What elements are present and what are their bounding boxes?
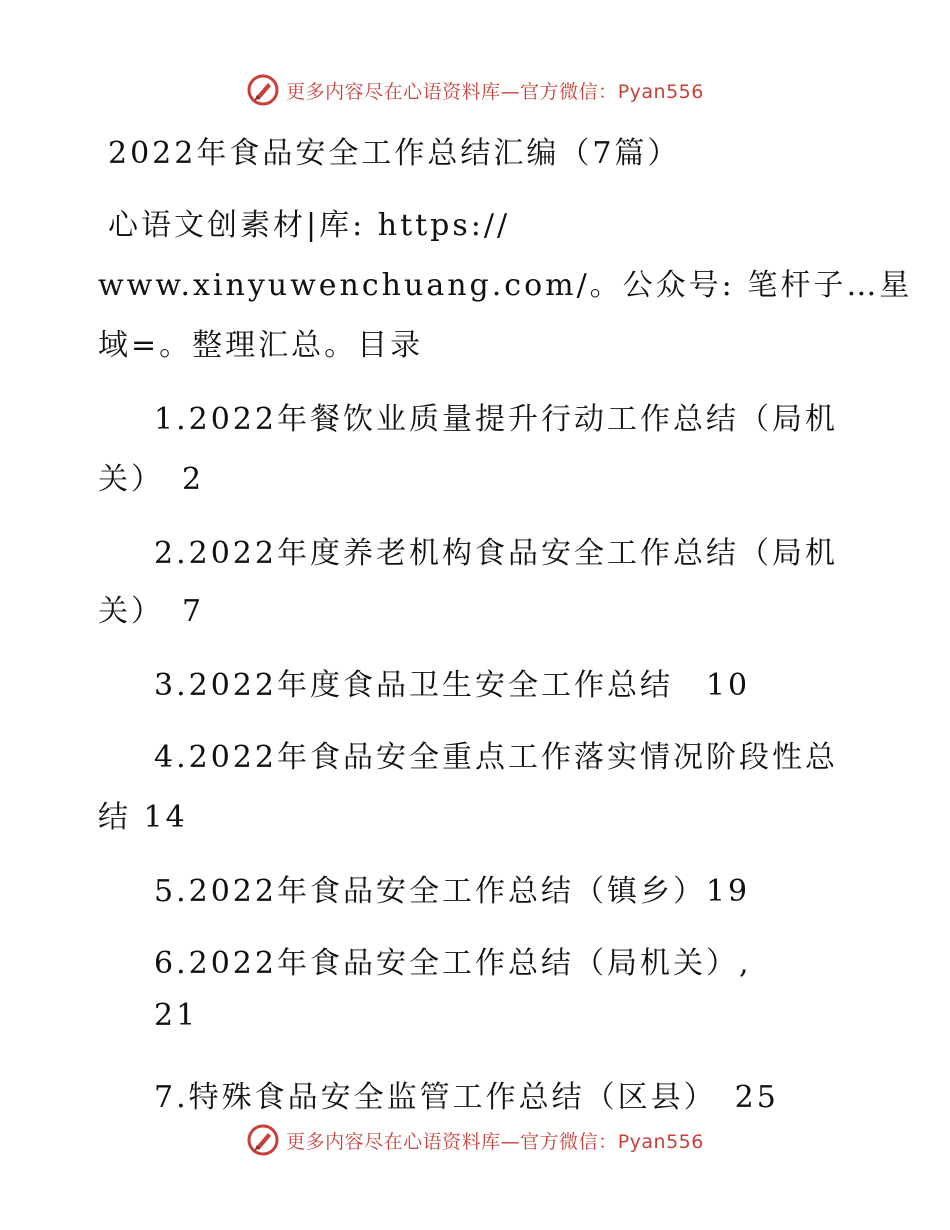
pen-logo-icon (246, 1123, 280, 1157)
toc-item-1-cont: 关） 2 (98, 462, 205, 497)
toc-item-6-cont: 21 (154, 998, 199, 1033)
toc-item-1: 1.2022年餐饮业质量提升行动工作总结（局机 (154, 402, 838, 437)
header-banner (0, 70, 950, 110)
document-title: 2022年食品安全工作总结汇编（7篇） (108, 136, 681, 171)
toc-item-6: 6.2022年食品安全工作总结（局机关）, (154, 946, 752, 981)
toc-item-4: 4.2022年食品安全重点工作落实情况阶段性总 (154, 740, 838, 775)
toc-item-2-cont: 关） 7 (98, 594, 205, 629)
toc-item-3: 3.2022年度食品卫生安全工作总结 10 (154, 668, 751, 703)
banner-text: 更多内容尽在心语资料库—官方微信：Pyan556 (286, 1130, 704, 1153)
toc-item-2: 2.2022年度养老机构食品安全工作总结（局机 (154, 536, 838, 571)
footer-banner (0, 1120, 950, 1160)
toc-item-7: 7.特殊食品安全监管工作总结（区县） 25 (154, 1080, 779, 1115)
banner-text: 更多内容尽在心语资料库—官方微信：Pyan556 (286, 80, 704, 103)
source-line-1: 心语文创素材|库: https:// (108, 208, 511, 243)
toc-item-5: 5.2022年食品安全工作总结（镇乡）19 (154, 874, 751, 909)
pen-logo-icon (246, 73, 280, 107)
toc-item-4-cont: 结 14 (98, 800, 188, 835)
source-line-2: www.xinyuwenchuang.com/。公众号: 笔杆子…星 (98, 268, 913, 303)
source-line-3: 域=。整理汇总。目录 (98, 328, 424, 363)
